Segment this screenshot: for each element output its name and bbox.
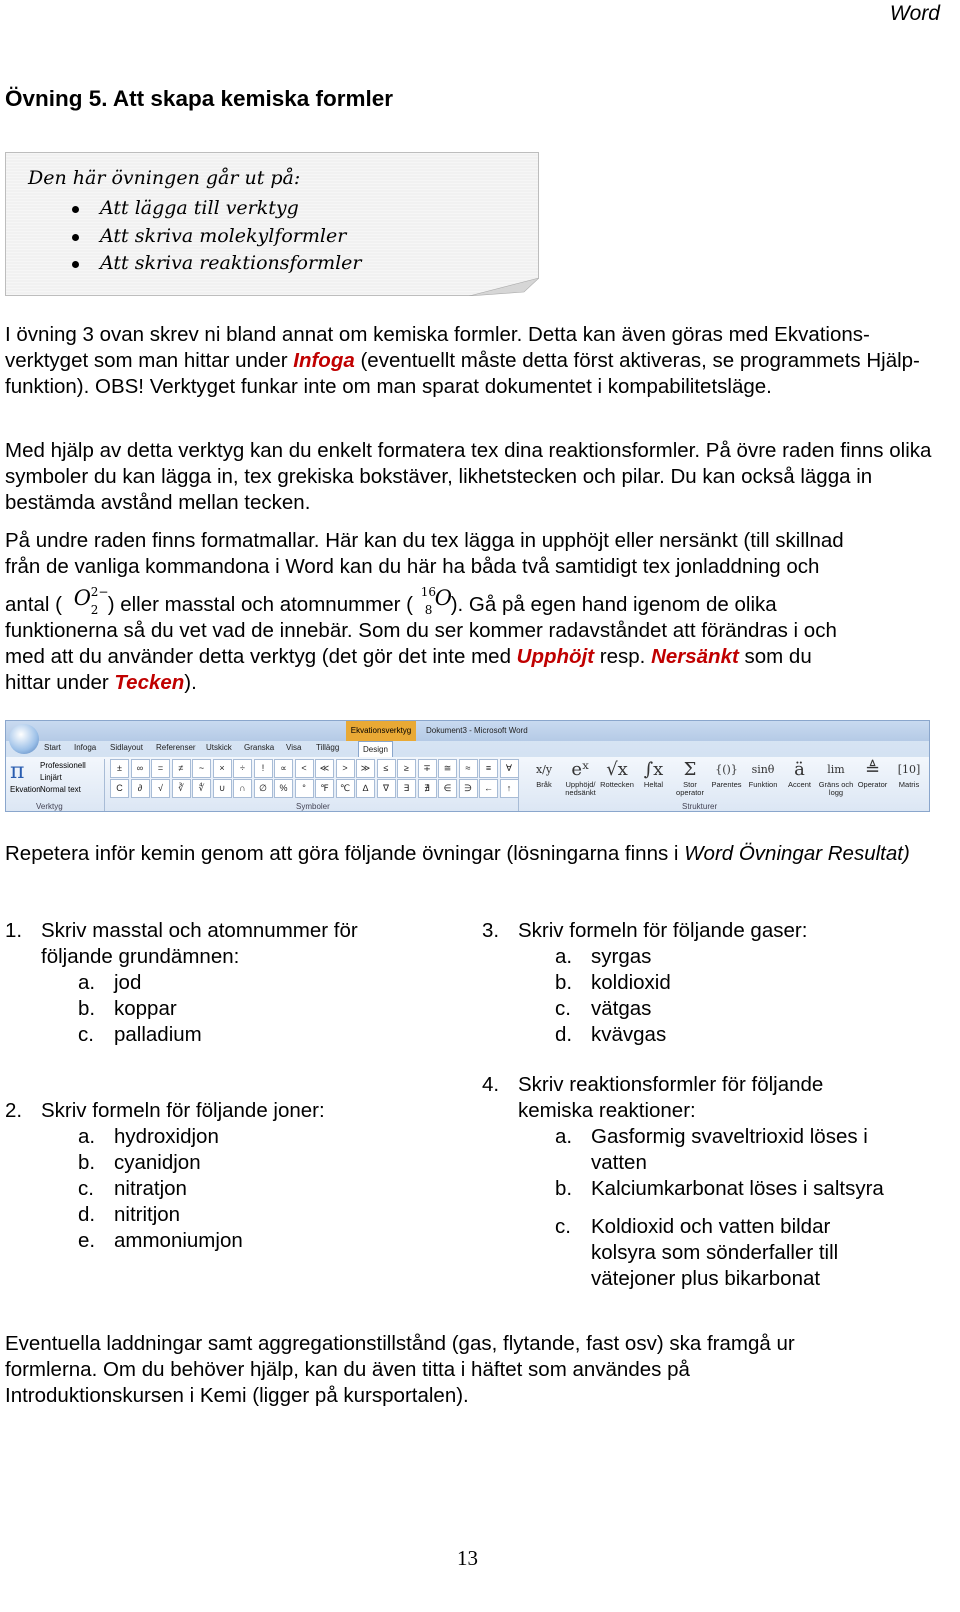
ion-formula: [68, 585, 109, 617]
symbol-button[interactable]: ℉: [315, 779, 334, 798]
symbol-button[interactable]: ∝: [274, 759, 293, 778]
pi-icon[interactable]: π: [10, 759, 25, 784]
structure-label: Bråk: [536, 780, 552, 789]
ribbon-body: [6, 757, 929, 812]
symbol-button[interactable]: ∩: [233, 779, 252, 798]
group-label-verktyg: Verktyg: [36, 802, 63, 811]
symbol-button[interactable]: ∛: [172, 779, 191, 798]
tool-professional[interactable]: Professionell: [40, 761, 86, 770]
ion-charge: 2−: [90, 585, 109, 599]
symbol-button[interactable]: ←: [479, 779, 498, 798]
nersankt-ref: Nersänkt: [651, 645, 739, 668]
equation-label: Ekvation: [10, 785, 41, 794]
symbol-button[interactable]: ∇: [377, 779, 396, 798]
paragraph-formats-line2: från de vanliga kommandona i Word kan du här ha båda två samtidigt tex jonladdning och: [5, 555, 820, 578]
symbol-button[interactable]: ∞: [131, 759, 150, 778]
structure-glyph-icon: √x: [606, 759, 628, 780]
infoga-link: Infoga: [293, 349, 355, 372]
paragraph-formats-line6: [5, 670, 940, 696]
tab-referenser[interactable]: Referenser: [156, 743, 196, 752]
structure-button[interactable]: [634, 759, 674, 789]
symbol-button[interactable]: ≪: [315, 759, 334, 778]
structure-label: Parentes: [711, 780, 742, 789]
structure-glyph-icon: lim: [827, 763, 845, 776]
symbol-button[interactable]: >: [336, 759, 355, 778]
symbol-button[interactable]: !: [254, 759, 273, 778]
isotope-number: 8: [424, 603, 433, 617]
symbol-button[interactable]: ~: [192, 759, 211, 778]
p6b-text: ).: [184, 671, 197, 694]
p5c-text: som du: [738, 645, 812, 668]
note-item: Att skriva molekylformler: [62, 223, 362, 251]
symbol-button[interactable]: ≠: [172, 759, 191, 778]
header-app-name: Word: [889, 2, 940, 25]
list-item: a. jod: [78, 971, 142, 994]
structure-glyph-icon: ≜: [864, 759, 881, 780]
list-item: e. ammoniumjon: [78, 1229, 243, 1252]
paragraph-formats-line5: [5, 644, 940, 670]
exercise-text: Skriv reaktionsformler för följande: [518, 1073, 824, 1096]
symbol-button[interactable]: ≅: [438, 759, 457, 778]
upphojt-ref: Upphöjt: [516, 645, 595, 668]
structure-glyph-icon: Σ: [683, 759, 697, 780]
symbol-button[interactable]: ∪: [213, 779, 232, 798]
list-item: b. koldioxid: [555, 971, 671, 994]
structure-button[interactable]: [670, 759, 710, 797]
paragraph-formats-line1: På undre raden finns formatmallar. Här kan du tex lägga in upphöjt eller nersänkt (till skillnad: [5, 529, 844, 552]
list-item: b. cyanidjon: [78, 1151, 201, 1174]
symbol-button[interactable]: √: [151, 779, 170, 798]
exercise-2: [5, 1098, 445, 1254]
list-item: c. palladium: [78, 1023, 202, 1046]
symbol-button[interactable]: C: [110, 779, 129, 798]
exercise-1: [5, 918, 445, 1048]
structure-button[interactable]: [597, 759, 637, 789]
tab-utskick[interactable]: Utskick: [206, 743, 232, 752]
symbol-button[interactable]: ≡: [479, 759, 498, 778]
symbol-button[interactable]: ≫: [356, 759, 375, 778]
ion-count: 2: [90, 603, 99, 617]
symbol-button[interactable]: ∄: [418, 779, 437, 798]
symbol-button[interactable]: ∃: [397, 779, 416, 798]
structure-glyph-icon: ä: [794, 759, 805, 780]
isotope-base: O: [434, 586, 452, 610]
context-tab-label: Ekvationsverktyg: [346, 721, 416, 741]
isotope-mass: 16: [420, 585, 436, 599]
p4-text: Repetera inför kemin genom att göra följande övningar (lösningarna finns i: [5, 842, 685, 865]
tab-design[interactable]: Design: [358, 741, 393, 758]
paragraph-closing-2: formlerna. Om du behöver hjälp, kan du även titta i häftet som användes på: [5, 1358, 690, 1381]
objectives-note: [5, 152, 539, 296]
list-item: b. koppar: [78, 997, 177, 1020]
structure-glyph-icon: x/y: [535, 763, 553, 776]
structure-button[interactable]: [780, 759, 820, 789]
exercise-text: följande grundämnen:: [41, 945, 240, 968]
list-item: a. Gasformig svaveltrioxid löses i vatten: [555, 1125, 868, 1174]
paragraph-closing-1: Eventuella laddningar samt aggregationstillstånd (gas, flytande, fast osv) ska framgå ur: [5, 1332, 795, 1355]
p1-text-2: (eventuellt måste detta först aktiveras, se programmets Hjälp-funktion). OBS! Verktyget funkar inte om man sparat dokumentet i kompabilitetsläge.: [5, 349, 920, 398]
symbol-button[interactable]: ∅: [254, 779, 273, 798]
structure-label: Accent: [788, 780, 811, 789]
structure-label: Rottecken: [600, 780, 634, 789]
structure-label: Funktion: [748, 780, 778, 789]
symbol-button[interactable]: ÷: [233, 759, 252, 778]
structure-glyph-icon: sinθ: [751, 763, 775, 776]
symbol-button[interactable]: ×: [213, 759, 232, 778]
p1-text: I övning 3 ovan skrev ni bland annat om kemiska formler. Detta kan även göras med Ekvations-verktyget som man hittar under: [5, 323, 870, 372]
structure-glyph-icon: [10]: [897, 763, 921, 776]
exercise-3: [482, 918, 932, 1048]
exercise-text: kemiska reaktioner:: [518, 1099, 696, 1122]
p6a-text: hittar under: [5, 671, 115, 694]
paragraph-intro: [5, 322, 940, 400]
tab-start[interactable]: Start: [44, 743, 61, 752]
tab-visa[interactable]: Visa: [286, 743, 302, 752]
group-divider: [104, 759, 105, 811]
tool-normal-text[interactable]: Normal text: [40, 785, 81, 794]
tab-infoga[interactable]: Infoga: [74, 743, 97, 752]
note-intro: Den här övningen går ut på:: [28, 167, 301, 189]
note-item: Att lägga till verktyg: [62, 195, 362, 223]
p3-text-3: ). Gå på egen hand igenom de olika: [450, 593, 777, 616]
page-title: Övning 5. Att skapa kemiska formler: [5, 86, 394, 111]
p3-text: antal (: [5, 593, 62, 616]
structure-button[interactable]: [524, 759, 564, 789]
resultat-ref: Word Övningar Resultat): [684, 842, 910, 865]
tab-granska[interactable]: Granska: [244, 743, 275, 752]
paragraph-formats-line3: [5, 585, 940, 617]
group-label-strukturer: Strukturer: [682, 802, 718, 811]
ribbon-tabs: [6, 741, 929, 757]
group-divider: [518, 759, 519, 811]
symbol-button[interactable]: ∈: [438, 779, 457, 798]
symbol-button[interactable]: °: [295, 779, 314, 798]
group-label-symboler: Symboler: [296, 802, 330, 811]
note-list: [62, 195, 362, 278]
structure-glyph-icon: {()}: [715, 763, 738, 776]
symbol-button[interactable]: ±: [110, 759, 129, 778]
paragraph-repeat: [5, 841, 940, 867]
structure-button[interactable]: [707, 759, 747, 789]
p3-text-2: ) eller masstal och atomnummer (: [107, 593, 413, 616]
exercise-number: 3.: [482, 919, 500, 942]
list-item: b. Kalciumkarbonat löses i saltsyra: [555, 1177, 884, 1200]
symbol-button[interactable]: %: [274, 779, 293, 798]
symbol-button[interactable]: ∂: [131, 779, 150, 798]
p5b-text: resp.: [594, 645, 652, 668]
p5a-text: med att du använder detta verktyg (det gör det inte med: [5, 645, 517, 668]
symbol-button[interactable]: ≈: [459, 759, 478, 778]
exercise-number: 4.: [482, 1073, 500, 1096]
paragraph-closing-3: Introduktionskursen i Kemi (ligger på kursportalen).: [5, 1384, 469, 1407]
list-item: a. hydroxidjon: [78, 1125, 219, 1148]
list-item: c. Koldioxid och vatten bildar kolsyra som sönderfaller till vätejoner plus bikarbonat: [555, 1215, 839, 1290]
structure-glyph-icon: ∫x: [643, 759, 664, 780]
structure-button[interactable]: [743, 759, 783, 789]
structure-label: Gräns och logg: [818, 780, 854, 797]
structure-button[interactable]: [561, 759, 601, 797]
page-number: 13: [457, 1546, 478, 1570]
ribbon-titlebar: [6, 721, 929, 741]
list-item: a. syrgas: [555, 945, 652, 968]
equation-ribbon-screenshot: [5, 720, 930, 812]
list-item: d. kvävgas: [555, 1023, 667, 1046]
symbol-button[interactable]: ≥: [397, 759, 416, 778]
symbol-button[interactable]: ∀: [500, 759, 519, 778]
symbol-button[interactable]: ≤: [377, 759, 396, 778]
note-item: Att skriva reaktionsformler: [62, 250, 362, 278]
structure-label: Heltal: [643, 780, 664, 789]
page-curl-icon: [469, 278, 539, 296]
exercise-4: [482, 1072, 932, 1292]
structure-label: Operator: [857, 780, 888, 789]
exercise-text: Skriv formeln för följande gaser:: [518, 919, 808, 942]
structure-label: Matris: [898, 780, 920, 789]
structure-button[interactable]: [853, 759, 893, 789]
symbol-button[interactable]: =: [151, 759, 170, 778]
tecken-ref: Tecken: [114, 671, 185, 694]
paragraph-formats-line4: funktionerna så du vet vad de innebär. Som du ser kommer radavståndet att förändras i och: [5, 619, 837, 642]
symbol-button[interactable]: ∓: [418, 759, 437, 778]
list-item: c. nitratjon: [78, 1177, 187, 1200]
exercise-number: 2.: [5, 1099, 23, 1122]
exercise-number: 1.: [5, 919, 23, 942]
symbol-button[interactable]: ∜: [192, 779, 211, 798]
symbol-button[interactable]: ℃: [336, 779, 355, 798]
structure-button[interactable]: [816, 759, 856, 797]
list-item: d. nitritjon: [78, 1203, 181, 1226]
structure-label: Upphöjd/ nedsänkt: [565, 780, 596, 797]
symbol-button[interactable]: ∆: [356, 779, 375, 798]
symbol-button[interactable]: ∋: [459, 779, 478, 798]
tab-sidlayout[interactable]: Sidlayout: [110, 743, 143, 752]
structure-button[interactable]: [889, 759, 929, 789]
paragraph-tool: Med hjälp av detta verktyg kan du enkelt formatera tex dina reaktionsformler. På övre raden finns olika symboler du kan lägga in, tex grekiska bokstäver, likhetstecken och pilar. Du kan också lägga in bestämda avstånd mellan tecken.: [5, 439, 932, 514]
isotope-formula: [419, 585, 452, 617]
exercise-text: Skriv masstal och atomnummer för: [41, 919, 358, 942]
tab-tillagg[interactable]: Tillägg: [316, 743, 340, 752]
exercise-text: Skriv formeln för följande joner:: [41, 1099, 325, 1122]
ion-base: O: [73, 586, 91, 610]
symbol-button[interactable]: ↑: [500, 779, 519, 798]
structure-glyph-icon: eˣ: [571, 759, 590, 780]
list-item: c. vätgas: [555, 997, 652, 1020]
structure-label: Stor operator: [676, 780, 704, 797]
symbol-button[interactable]: <: [295, 759, 314, 778]
window-title: Dokument3 - Microsoft Word: [426, 726, 528, 735]
tool-linear[interactable]: Linjärt: [40, 773, 62, 782]
